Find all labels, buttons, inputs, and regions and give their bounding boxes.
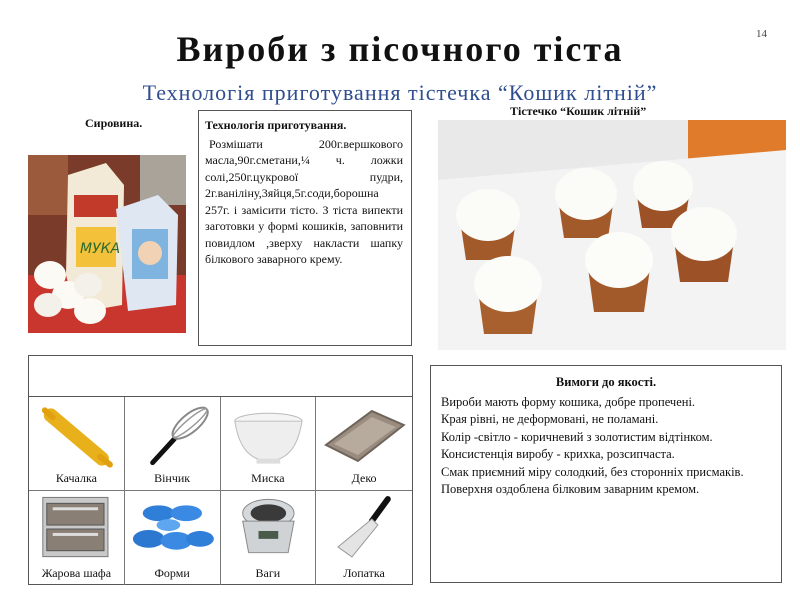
requirement-line: Края рівні, не деформовані, не поламані. (441, 412, 659, 426)
cakes-photo (438, 120, 786, 350)
slide-title: Вироби з пісочного тіста (176, 29, 624, 69)
scale-icon (221, 495, 316, 563)
requirement-line: Консистенція виробу - крихка, розсипчаста. (441, 447, 675, 461)
requirement-line: Вироби мають форму кошика, добре пропечені. (441, 394, 696, 409)
requirement-line: Поверхня оздоблена білковим заварним кремом. (441, 482, 700, 496)
tool-cell-spatula (316, 491, 412, 585)
ingredients-photo (28, 155, 186, 333)
tool-cell-bowl (221, 397, 317, 491)
tool-cell-scale (221, 491, 317, 585)
requirement-line: Колір -світло - коричневий з золотистим відтінком. (441, 429, 713, 444)
technology-text: Розмішати 200г.вершкового масла,90г.сметани,¼ ч. ложки солі,250г.цукрової пудри, 2г.ваніліну,3яйця,5г.соди,борошна 257г. і замісити тісто. З тіста випекти заготовки у формі кошиків, заповнити повидлом ,зверху накласти шапку білкового заварного крему. (205, 136, 403, 266)
tool-label: Деко (351, 471, 377, 485)
slide-subtitle: Технологія приготування тістечка “Кошик літній” (142, 80, 658, 105)
requirements-title: Вимоги до якості. (555, 375, 657, 389)
tool-label: Качалка (55, 471, 97, 485)
tool-label: Вінчик (154, 471, 191, 485)
tool-label: Миска (251, 471, 285, 485)
rolling-pin-icon (29, 401, 124, 469)
cake-photo-label: Тістечко “Кошик літній” (510, 104, 647, 118)
ingredients-label: Сировина. (85, 116, 143, 130)
spatula-icon (316, 495, 412, 563)
technology-box (198, 110, 412, 346)
page-number: 14 (756, 28, 767, 40)
tools-table (28, 355, 413, 585)
tool-label: Ваги (255, 566, 281, 580)
quality-requirements-box (430, 365, 782, 583)
whisk-icon (125, 401, 220, 469)
tool-label: Жарова шафа (41, 566, 112, 580)
technology-title: Технологія приготування. (205, 118, 347, 132)
tool-cell-rolling-pin (29, 397, 125, 491)
tool-cell-whisk (125, 397, 221, 491)
tool-cell-molds (125, 491, 221, 585)
svg-text:МУКА: МУКА (80, 241, 121, 257)
tool-label: Форми (154, 566, 190, 580)
tool-cell-oven (29, 491, 125, 585)
oven-icon (29, 495, 124, 563)
baking-molds-icon (125, 495, 220, 563)
bowl-icon (221, 401, 316, 469)
baking-tray-icon (316, 401, 412, 469)
requirement-line: Смак приємний міру солодкий, без сторонніх присмаків. (441, 464, 744, 479)
tool-label: Лопатка (343, 566, 385, 580)
tool-cell-baking-tray (316, 397, 412, 491)
